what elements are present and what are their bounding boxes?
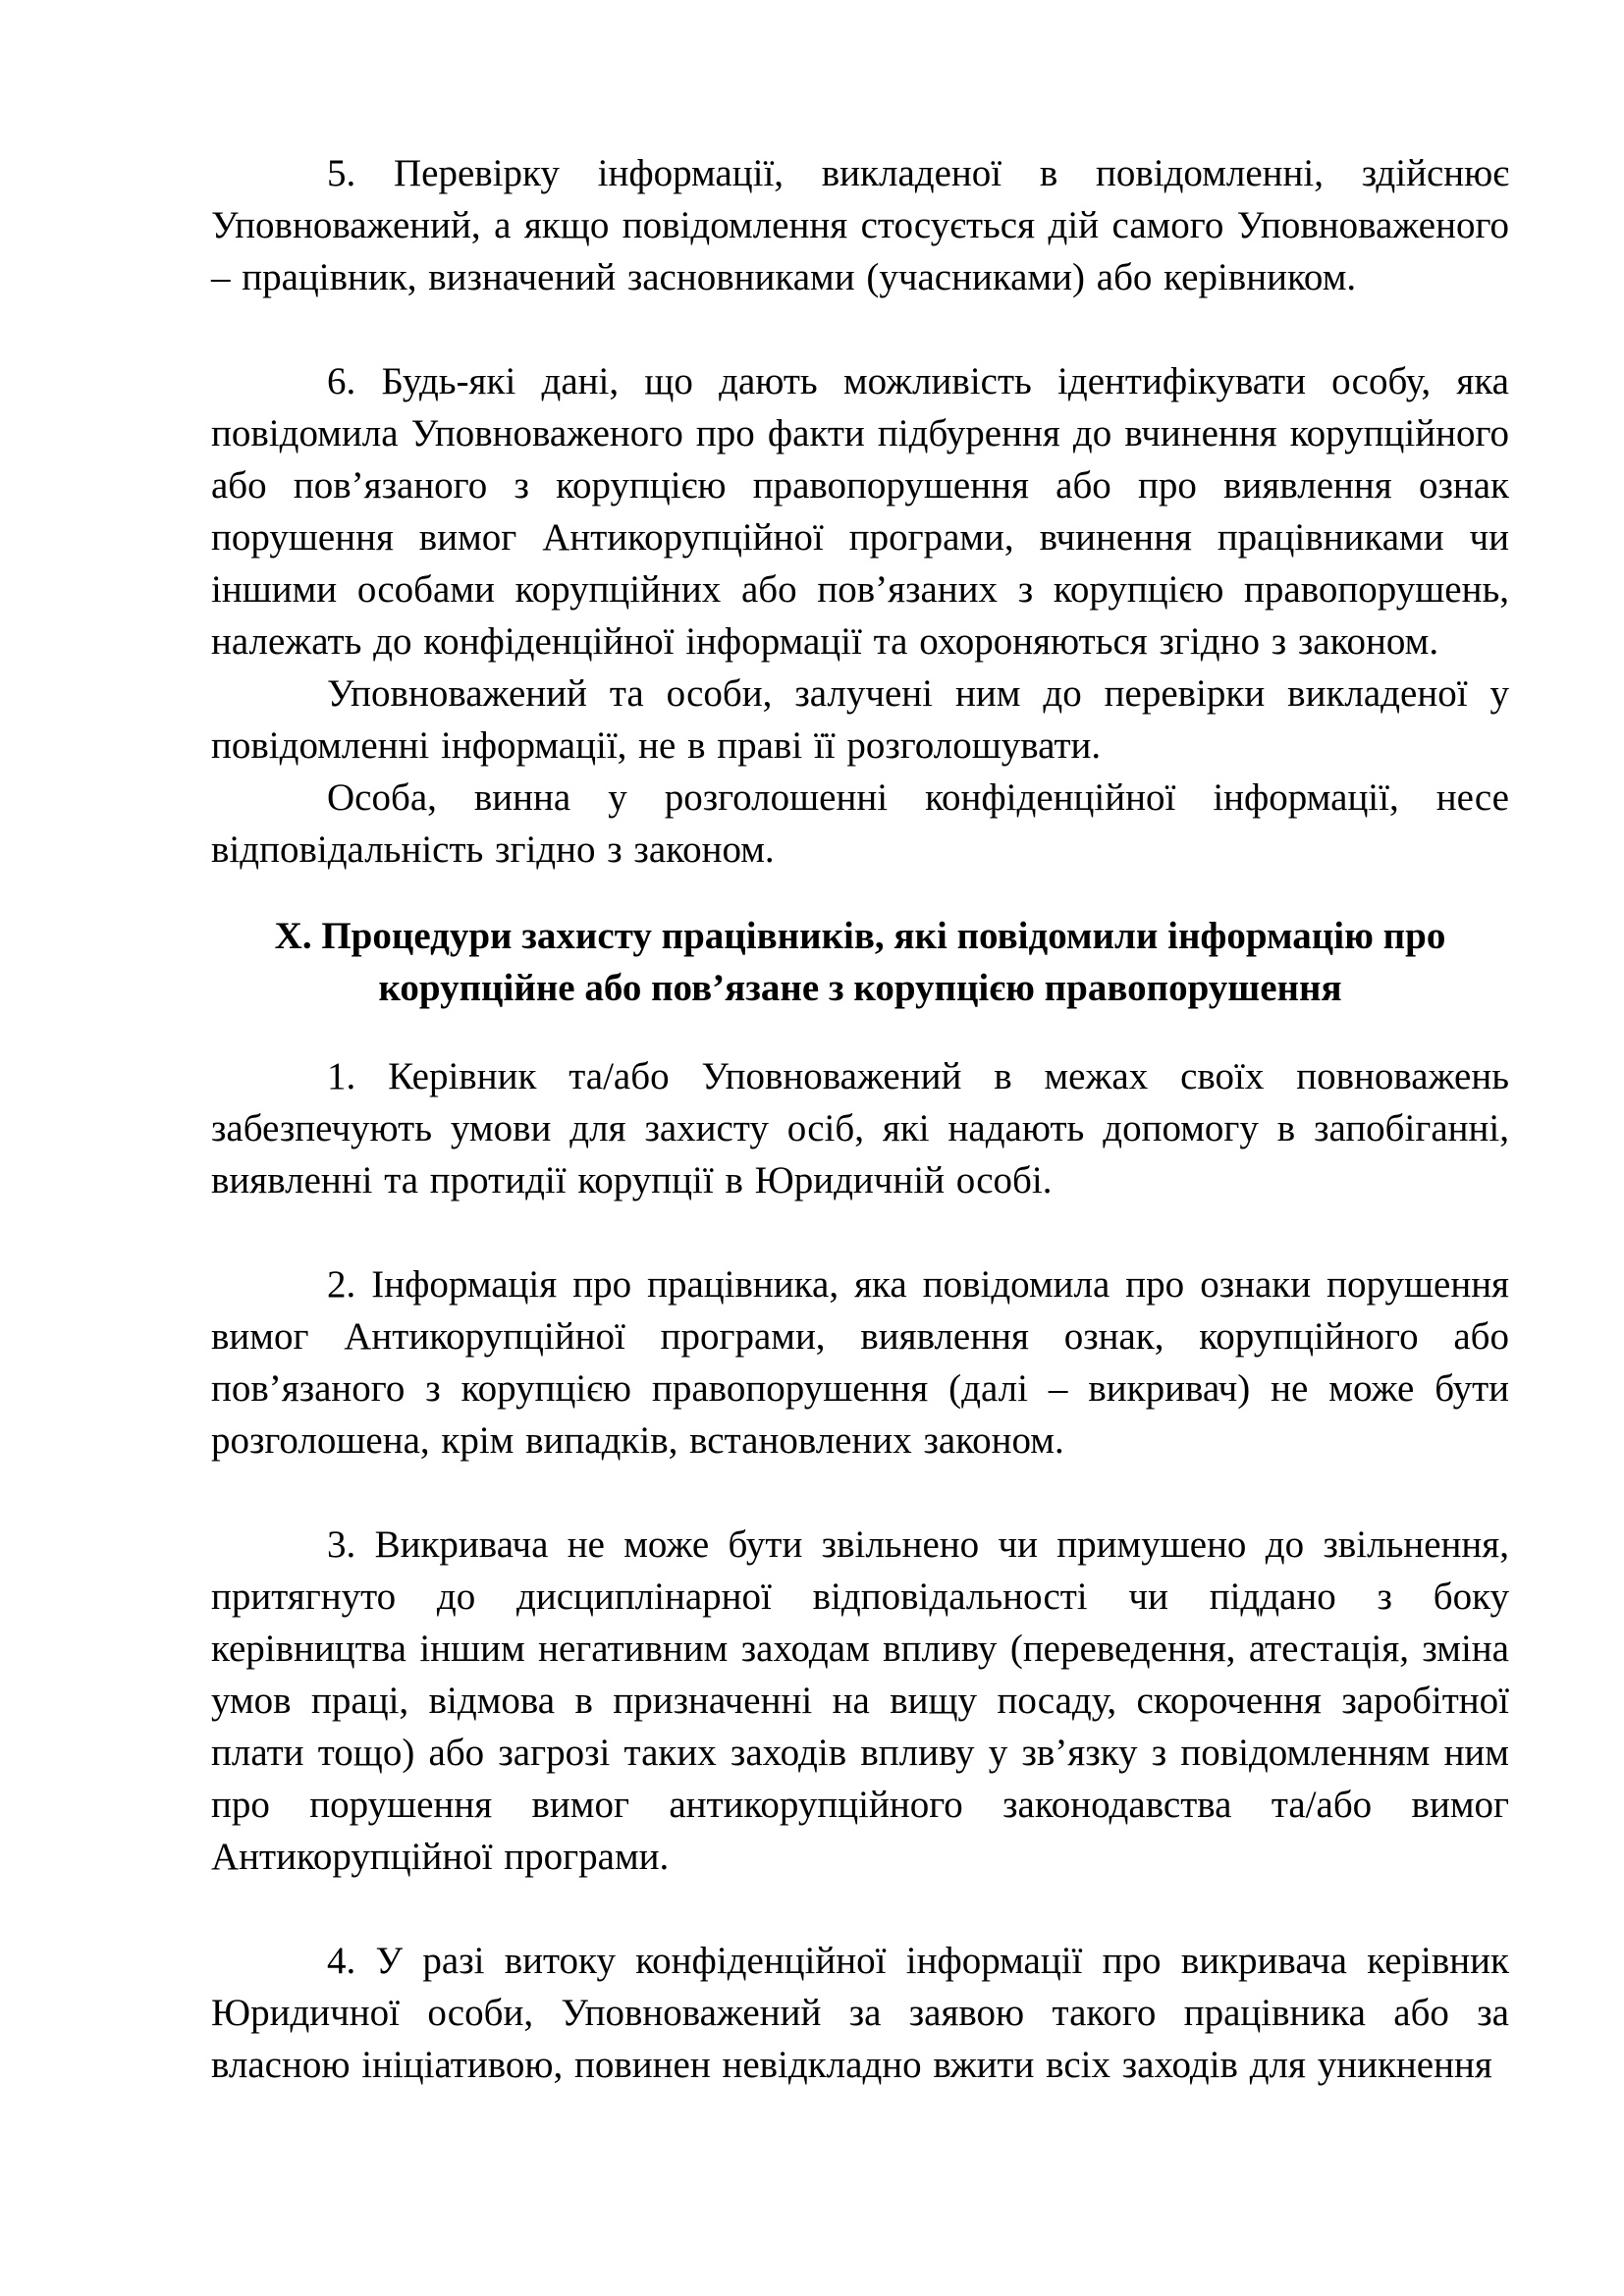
paragraph-3-no-retaliation: 3. Викривача не може бути звільнено чи примушено до звільнення, притягнуто до дисциплінарної відповідальності чи піддано з боку керівництва іншим негативним заходам впливу (переведення, атестація, зміна умов праці, відмова в призначенні на вищу посаду, скорочення заробітної плати тощо) або загрозі таких заходів впливу у зв’язку з повідомленням ним про порушення вимог антикорупційного законодавства та/або вимог Антикорупційної програми. (211, 1523, 1509, 1878)
paragraph-2-whistleblower-info: 2. Інформація про працівника, яка повідомила про ознаки порушення вимог Антикорупційної програми, виявлення ознак, корупційного або пов’язаного з корупцією правопорушення (далі – викривач) не може бути розголошена, крім випадків, встановлених законом. (211, 1263, 1509, 1462)
paragraph-6-liability: Особа, винна у розголошенні конфіденційної інформації, несе відповідальність згідно з законом. (211, 776, 1509, 871)
paragraph-6-nondisclosure: Уповноважений та особи, залучені ним до перевірки викладеної у повідомленні інформації, не в праві її розголошувати. (211, 672, 1509, 767)
paragraph-5-verification: 5. Перевірку інформації, викладеної в повідомленні, здійснює Уповноважений, а якщо повідомлення стосується дій самого Уповноваженого – працівник, визначений засновниками (учасниками) або керівником. (211, 152, 1509, 298)
paragraph-4-leak-measures: 4. У разі витоку конфіденційної інформації про викривача керівник Юридичної особи, Уповноважений за заявою такого працівника або за власною ініціативою, повинен невідкладно вжити всіх заходів для уникнення (211, 1940, 1509, 2086)
section-x-heading: X. Процедури захисту працівників, які повідомили інформацію про корупційне або пов’язане з корупцією правопорушення (274, 915, 1446, 1009)
paragraph-1-protection-conditions: 1. Керівник та/або Уповноважений в межах своїх повноважень забезпечують умови для захисту осіб, які надають допомогу в запобіганні, виявленні та протидії корупції в Юридичній особі. (211, 1055, 1509, 1201)
paragraph-6-confidential-data: 6. Будь-які дані, що дають можливість ідентифікувати особу, яка повідомила Уповноваженого про факти підбурення до вчинення корупційного або пов’язаного з корупцією правопорушення або про виявлення ознак порушення вимог Антикорупційної програми, вчинення працівниками чи іншими особами корупційних або пов’язаних з корупцією правопорушень, належать до конфіденційної інформації та охороняються згідно з законом. (211, 360, 1509, 663)
